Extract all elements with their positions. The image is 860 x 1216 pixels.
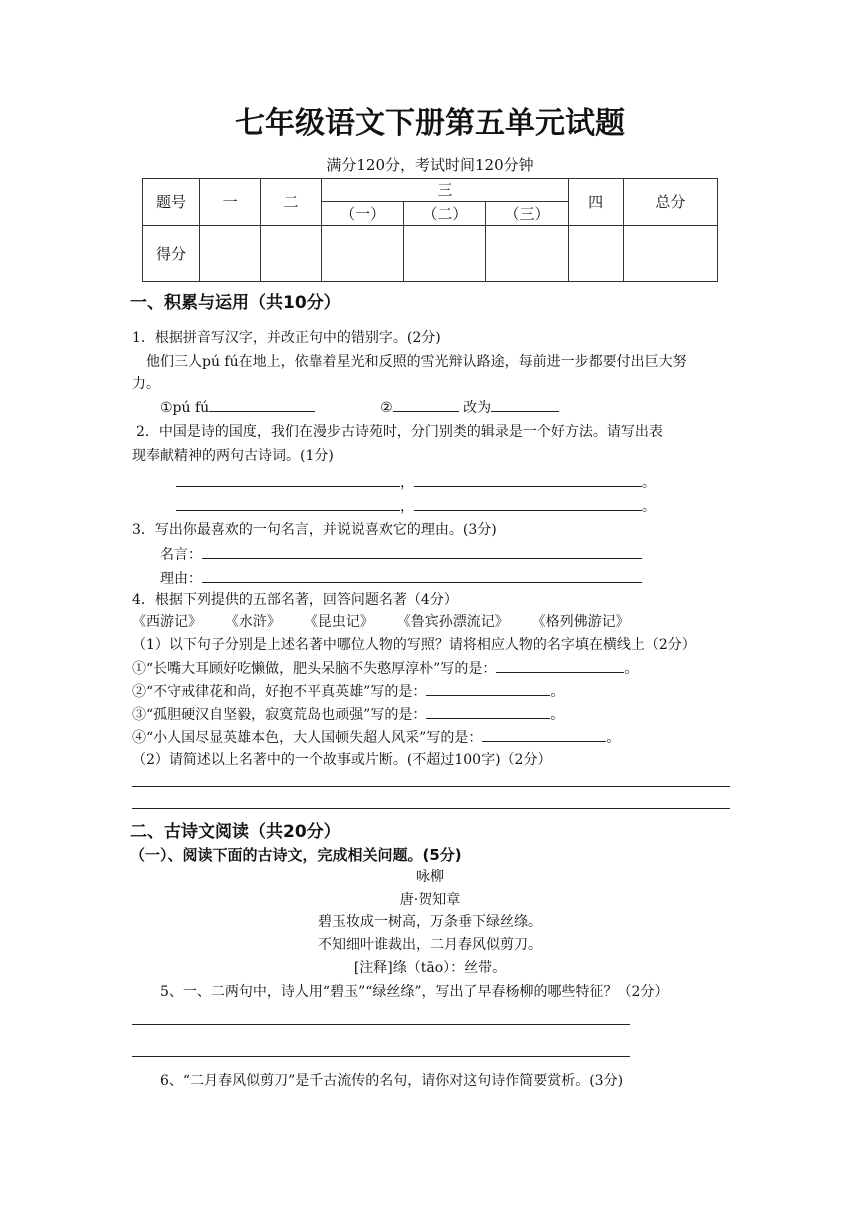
q4-item-2-end: 。 [550,684,565,700]
q4-item-1-text: ①“长嘴大耳顾好吃懒做，肥头呆脑不失憨厚淳朴”写的是： [132,661,497,677]
score-cell-3-1[interactable] [322,226,404,282]
q5-answer-line-1[interactable] [132,1024,630,1025]
q5-answer-line-2[interactable] [132,1056,630,1057]
q5-prompt: 5、一、二两句中，诗人用“碧玉”“绿丝绦”，写出了早春杨柳的哪些特征？（2分） [160,984,669,1000]
q2-answer-row1 [176,474,656,492]
q3-quote-row [160,546,642,564]
col-total: 总分 [623,179,717,226]
q2-answer-row2 [176,498,656,516]
q3-reason-label: 理由： [160,571,202,587]
q2-blank-2[interactable] [414,474,642,487]
book-2: 《水浒》 [224,614,281,630]
q4-item-2-text: ②“不守戒律花和尚，好抱不平真英雄”写的是： [132,684,427,700]
q4-book-list [132,614,630,631]
q1-blank3[interactable] [491,399,559,412]
q4-item-4-blank[interactable] [482,729,606,742]
score-label: 得分 [143,226,200,282]
q4-item-1-blank[interactable] [496,660,624,673]
col-one: 一 [200,179,261,226]
score-cell-1[interactable] [200,226,261,282]
q2-period: 。 [642,475,656,491]
q2-line1: 2．中国是诗的国度，我们在漫步古诗苑时，分门别类的辑录是一个好方法。请写出表 [136,424,663,440]
q4-item-1-end: 。 [624,661,639,677]
q2-blank-1[interactable] [176,474,400,487]
book-4: 《鲁宾孙漂流记》 [396,614,509,630]
q4-item-4 [132,729,620,747]
col-three-sub-1: （一） [322,202,404,226]
score-cell-3-2[interactable] [404,226,486,282]
section2-sub1: （一）、阅读下面的古诗文，完成相关问题。(5分) [130,846,462,864]
score-cell-3-3[interactable] [486,226,568,282]
q1-blank2-label: ② [380,400,393,416]
q3-quote-label: 名言： [160,547,202,563]
q4-item-4-text: ④“小人国尽显英雄本色，大人国顿失超人风采”写的是： [132,730,483,746]
col-three: 三 [322,179,569,202]
q1-blank2[interactable] [393,399,459,412]
section2-heading: 二、古诗文阅读（共20分） [130,822,341,842]
q1-blank-row [160,399,559,417]
book-1: 《西游记》 [132,614,202,630]
section1-heading: 一、积累与运用（共10分） [130,293,341,313]
q4-item-3-end: 。 [550,707,565,723]
book-5: 《格列佛游记》 [531,614,630,630]
score-table [142,178,718,282]
q4-item-4-end: 。 [606,730,621,746]
col-three-sub-2: （二） [404,202,486,226]
q4-answer-line-1[interactable] [132,786,730,787]
page-title: 七年级语文下册第五单元试题 [235,106,625,141]
q4-prompt: 4．根据下列提供的五部名著，回答问题名著（4分） [132,592,458,608]
score-cell-total[interactable] [623,226,717,282]
col-two: 二 [261,179,322,226]
q1-blank1[interactable] [209,399,315,412]
poem-line-2: 不知细叶谁裁出，二月春风似剪刀。 [318,937,542,953]
col-three-sub-3: （三） [486,202,568,226]
page-subtitle: 满分120分，考试时间120分钟 [326,156,534,174]
q1-text-line2: 力。 [132,376,160,392]
q3-prompt: 3．写出你最喜欢的一句名言，并说说喜欢它的理由。(3分) [132,522,497,538]
q4-answer-line-2[interactable] [132,808,730,809]
q4-item-3-text: ③“孤胆硬汉自坚毅，寂寞荒岛也顽强”写的是： [132,707,427,723]
score-cell-4[interactable] [568,226,623,282]
q2-comma: ， [400,475,414,491]
q6-prompt: 6、“二月春风似剪刀”是千古流传的名句，请你对这句诗作简要赏析。(3分) [160,1073,624,1089]
q1-text-line1: 他们三人pú fú在地上，依靠着星光和反照的雪光辩认路途，每前进一步都要付出巨大努 [146,354,687,370]
q4-item-1 [132,660,638,678]
poem-title: 咏柳 [416,869,444,885]
q4-part1: （1）以下句子分别是上述名著中哪位人物的写照？请将相应人物的名字填在横线上（2分） [132,637,696,653]
q1-blank1-label: ①pú fú [160,400,210,416]
q4-item-2 [132,683,564,701]
q4-part2: （2）请简述以上名著中的一个故事或片断。(不超过100字)（2分） [132,752,552,768]
q2-period-2: 。 [642,499,656,515]
q1-prompt: 1．根据拼音写汉字，并改正句中的错别字。(2分) [132,330,441,346]
score-cell-2[interactable] [261,226,322,282]
q3-quote-blank[interactable] [202,546,642,559]
q2-blank-3[interactable] [176,498,400,511]
q3-reason-row [160,570,642,588]
poem-author: 唐·贺知章 [399,892,461,908]
q2-line2: 现奉献精神的两句古诗词。(1分) [132,448,334,464]
q4-item-2-blank[interactable] [426,683,550,696]
q4-item-3 [132,706,564,724]
book-3: 《昆虫记》 [303,614,374,630]
col-four: 四 [568,179,623,226]
poem-note: [注释]绦（tāo）：丝带。 [353,960,507,976]
q2-comma-2: ， [400,499,414,515]
q3-reason-blank[interactable] [202,570,642,583]
q1-change-label: 改为 [463,400,492,416]
q4-item-3-blank[interactable] [426,706,550,719]
q2-blank-4[interactable] [414,498,642,511]
poem-line-1: 碧玉妆成一树高，万条垂下绿丝绦。 [318,914,542,930]
question-number-label: 题号 [143,179,200,226]
